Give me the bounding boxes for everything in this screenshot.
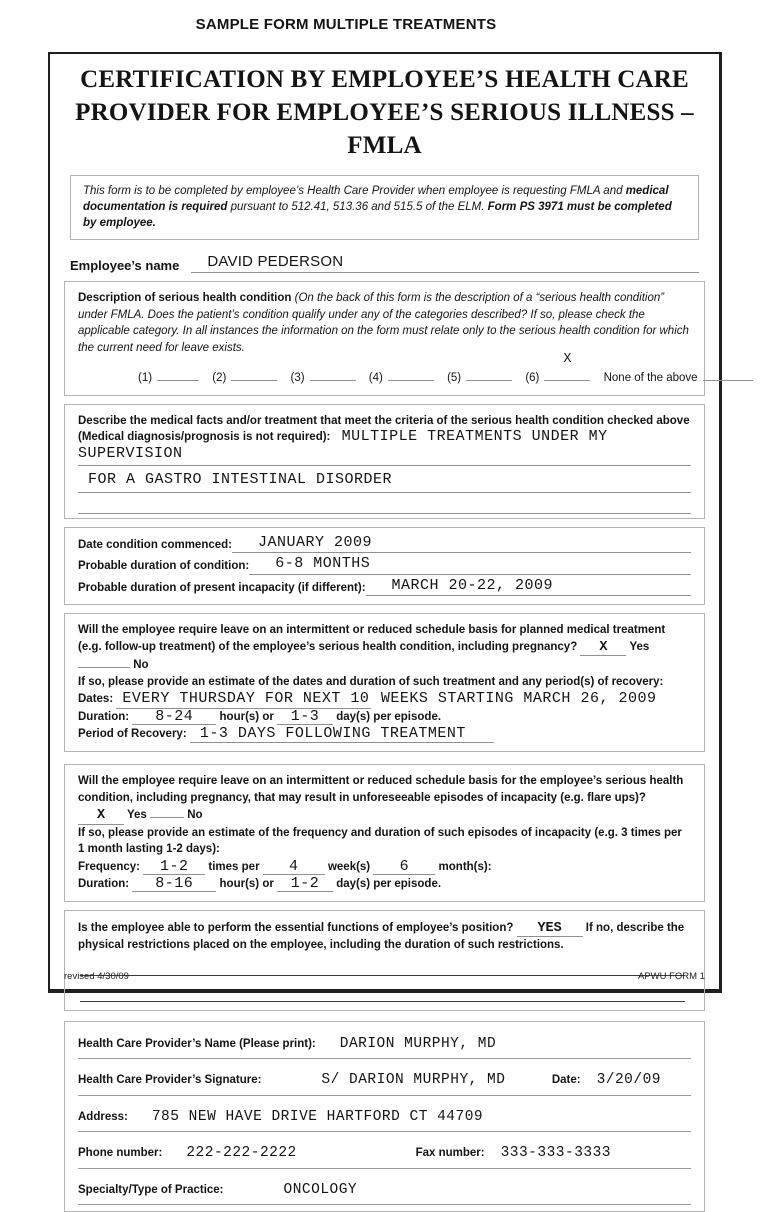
- provider-fax-label: Fax number:: [416, 1145, 485, 1162]
- condition-heading: [78, 290, 691, 356]
- provider-name-value[interactable]: DARION MURPHY, MD: [340, 1036, 496, 1053]
- category-6-label: (6): [525, 372, 539, 384]
- medical-facts-field-line3-blank[interactable]: [78, 495, 691, 514]
- planned-duration-row: [78, 709, 691, 726]
- episodes-answer-x[interactable]: X: [97, 808, 105, 823]
- planned-duration-label: Duration:: [78, 711, 129, 723]
- essential-question: Is the employee able to perform the essential functions of employee’s position?: [78, 922, 513, 934]
- section-provider: [64, 1021, 705, 1212]
- episodes-no-label: No: [187, 809, 202, 821]
- category-3-blank[interactable]: [310, 369, 356, 381]
- planned-recovery-label: Period of Recovery:: [78, 728, 187, 740]
- episodes-weeks-label: week(s): [328, 861, 370, 873]
- medical-facts-value-line1[interactable]: MULTIPLE TREATMENTS UNDER MY SUPERVISION: [78, 428, 608, 462]
- episodes-frequency-value[interactable]: 1-2: [143, 859, 205, 875]
- provider-address-row: [78, 1096, 691, 1133]
- planned-recovery-value[interactable]: 1-3 DAYS FOLLOWING TREATMENT: [190, 726, 494, 743]
- category-5-blank[interactable]: [466, 369, 512, 381]
- category-6-blank[interactable]: [544, 369, 590, 381]
- note-text-2: pursuant to 512.41, 513.36 and 515.5 of the ELM.: [227, 201, 487, 213]
- medical-facts-field-line2[interactable]: [78, 468, 691, 493]
- planned-hours-label: hour(s) or: [220, 711, 274, 723]
- provider-address-value[interactable]: 785 NEW HAVE DRIVE HARTFORD CT 44709: [152, 1109, 483, 1126]
- provider-date-group: [552, 1072, 661, 1089]
- incapacity-duration-value[interactable]: MARCH 20-22, 2009: [392, 577, 554, 594]
- restrictions-blank-line-2[interactable]: [80, 1001, 685, 1002]
- provider-phone-label: Phone number:: [78, 1145, 162, 1162]
- episodes-question: Will the employee require leave on an intermittent or reduced schedule basis for the employee’s serious health condition, including pregnancy, that may result in unforeseeable episodes of incapacity (e.g. flare ups)?: [78, 775, 683, 804]
- planned-yes-field[interactable]: [580, 639, 626, 657]
- provider-phone-row: [78, 1132, 691, 1169]
- medical-facts-value-line2[interactable]: FOR A GASTRO INTESTINAL DISORDER: [88, 471, 392, 488]
- episodes-weeks-value[interactable]: 4: [263, 859, 325, 875]
- provider-fax-value[interactable]: 333-333-3333: [501, 1145, 611, 1162]
- employee-name-row: [70, 253, 699, 273]
- planned-dates-label: Dates:: [78, 693, 113, 705]
- episodes-frequency-label: Frequency:: [78, 861, 140, 873]
- section-medical-facts: [64, 404, 705, 519]
- essential-answer-value[interactable]: YES: [537, 921, 561, 936]
- category-2-label: (2): [212, 372, 226, 384]
- episodes-hours-label: hour(s) or: [220, 878, 274, 890]
- provider-specialty-row: [78, 1169, 691, 1206]
- episodes-duration-days[interactable]: 1-2: [277, 876, 333, 892]
- section-dates: [64, 527, 705, 606]
- episodes-months-label: month(s):: [439, 861, 492, 873]
- provider-fax-group: [416, 1145, 611, 1162]
- episodes-duration-hours[interactable]: 8-16: [132, 876, 216, 892]
- planned-days-label: day(s) per episode.: [336, 711, 441, 723]
- planned-dates-row: [78, 691, 691, 708]
- provider-specialty-value[interactable]: ONCOLOGY: [284, 1182, 358, 1199]
- planned-no-label: No: [133, 659, 148, 671]
- form-title-line2: PROVIDER FOR EMPLOYEE’S SERIOUS ILLNESS – FMLA: [75, 99, 694, 159]
- date-commenced-label: Date condition commenced:: [78, 537, 232, 554]
- provider-date-value[interactable]: 3/20/09: [597, 1072, 661, 1089]
- episodes-duration-label: Duration:: [78, 878, 129, 890]
- footer-form-number: APWU FORM 1: [638, 971, 705, 982]
- episodes-estimate-label: If so, please provide an estimate of the frequency and duration of such episodes of incapacity (e.g. 3 times per 1 month lasting 1-2 days):: [78, 825, 691, 858]
- category-4-blank[interactable]: [388, 369, 434, 381]
- planned-recovery-row: [78, 726, 691, 743]
- incapacity-duration-label: Probable duration of present incapacity (if different):: [78, 580, 366, 597]
- planned-duration-days[interactable]: 1-3: [277, 709, 333, 725]
- medical-facts-head: [78, 413, 691, 467]
- note-bold-2: Form PS 3971 must be completed by employee.: [83, 201, 672, 229]
- essential-question-block: [78, 920, 691, 954]
- planned-dates-value-rest[interactable]: WEEKS STARTING MARCH 26, 2009: [371, 690, 656, 707]
- episodes-question-block: [78, 773, 691, 825]
- condition-duration-value[interactable]: 6-8 MONTHS: [275, 555, 370, 572]
- category-6-checked-x[interactable]: X: [544, 352, 590, 369]
- category-2-blank[interactable]: [231, 369, 277, 381]
- section-episodes: [64, 764, 705, 902]
- note-text-1: This form is to be completed by employee’s Health Care Provider when employee is requesting FMLA and: [83, 185, 626, 197]
- date-commenced-value[interactable]: JANUARY 2009: [258, 534, 372, 551]
- planned-answer-x[interactable]: X: [599, 640, 607, 655]
- note-bold-1: medical documentation is required: [83, 185, 669, 213]
- planned-question: Will the employee require leave on an intermittent or reduced schedule basis for planned medical treatment (e.g. follow-up treatment) of the employee’s serious health condition, including pregnancy?: [78, 624, 665, 653]
- category-1-blank[interactable]: [157, 369, 199, 381]
- condition-heading-italic: (On the back of this form is the description of a “serious health condition” under FMLA. Does the patient’s condition qualify under any of the categories described? If so, please check the applicable category. In all instances the information on the form must relate only to the serious health condition for which the current need for leave exists.: [78, 292, 689, 354]
- episodes-duration-row: [78, 876, 691, 893]
- episodes-frequency-row: [78, 859, 691, 876]
- category-5-label: (5): [447, 372, 461, 384]
- employee-name-field[interactable]: [191, 253, 699, 273]
- date-commenced-row: [78, 535, 691, 554]
- episodes-times-per-label: times per: [208, 861, 259, 873]
- essential-followup: If no, describe the physical restrictions placed on the employee, including the duration of such restrictions.: [78, 922, 684, 952]
- category-3-label: (3): [291, 372, 305, 384]
- planned-yes-label: Yes: [629, 641, 649, 653]
- form-title: [56, 63, 713, 162]
- planned-no-field[interactable]: [78, 656, 130, 668]
- provider-name-row: [78, 1023, 691, 1060]
- form-footer: [64, 971, 705, 982]
- condition-categories-row: [138, 369, 691, 387]
- employee-name-value[interactable]: DAVID PEDERSON: [207, 253, 343, 270]
- provider-signature-label: Health Care Provider’s Signature:: [78, 1072, 261, 1089]
- form-container: [48, 52, 722, 993]
- provider-specialty-label: Specialty/Type of Practice:: [78, 1182, 224, 1199]
- none-of-above-blank[interactable]: [703, 369, 753, 381]
- provider-date-label: Date:: [552, 1072, 581, 1089]
- employee-name-label: Employee’s name: [70, 258, 191, 273]
- section-planned-treatment: [64, 613, 705, 752]
- episodes-no-field[interactable]: [150, 806, 184, 818]
- episodes-yes-label: Yes: [127, 809, 147, 821]
- condition-duration-row: [78, 556, 691, 575]
- planned-dates-value[interactable]: EVERY THURSDAY FOR NEXT 10: [116, 690, 371, 709]
- planned-question-block: [78, 622, 691, 674]
- form-title-line1: CERTIFICATION BY EMPLOYEE’S HEALTH CARE: [80, 66, 689, 93]
- episodes-months-value[interactable]: 6: [373, 859, 435, 875]
- planned-estimate-label: If so, please provide an estimate of the dates and duration of such treatment and any period(s) of recovery:: [78, 674, 691, 691]
- provider-signature-row: [78, 1059, 691, 1096]
- planned-duration-hours[interactable]: 8-24: [132, 709, 216, 725]
- provider-name-label: Health Care Provider’s Name (Please print):: [78, 1036, 316, 1053]
- provider-phone-value[interactable]: 222-222-2222: [186, 1145, 296, 1162]
- condition-duration-label: Probable duration of condition:: [78, 558, 249, 575]
- medical-facts-label: Describe the medical facts and/or treatment that meet the criteria of the serious health condition checked above (Medical diagnosis/prognosis is not required):: [78, 415, 690, 444]
- incapacity-duration-row: [78, 578, 691, 597]
- essential-answer-field[interactable]: [517, 920, 583, 938]
- provider-address-label: Address:: [78, 1109, 128, 1126]
- date-commenced-field[interactable]: [232, 535, 691, 554]
- instruction-note: [70, 175, 699, 240]
- category-4-label: (4): [369, 372, 383, 384]
- episodes-days-label: day(s) per episode.: [336, 878, 441, 890]
- none-of-above-label: None of the above: [604, 372, 698, 384]
- category-1-label: (1): [138, 372, 152, 384]
- episodes-yes-field[interactable]: [78, 807, 124, 825]
- condition-duration-field[interactable]: [249, 556, 691, 575]
- footer-revision: revised 4/30/09: [64, 971, 129, 982]
- section-condition: [64, 281, 705, 396]
- provider-signature-value[interactable]: S/ DARION MURPHY, MD: [321, 1072, 505, 1089]
- condition-heading-bold: Description of serious health condition: [78, 292, 295, 304]
- section-essential-functions: [64, 910, 705, 1011]
- page-header: SAMPLE FORM MULTIPLE TREATMENTS: [0, 16, 692, 33]
- incapacity-duration-field[interactable]: [366, 578, 691, 597]
